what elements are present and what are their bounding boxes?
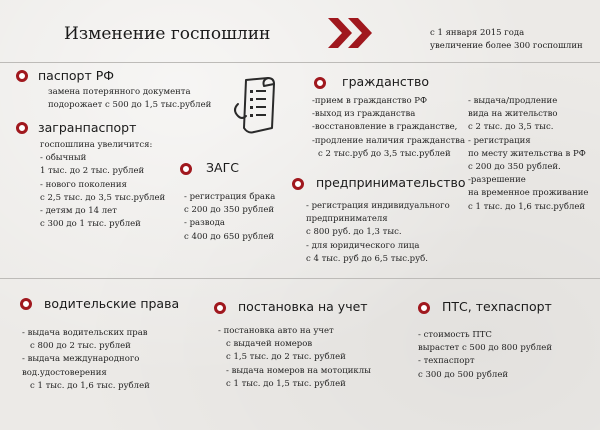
intro-text [430, 27, 583, 53]
text-line: - стоимость ПТС [418, 330, 492, 340]
text-line: с 1 тыс. до 1,5 тыс. рублей [226, 378, 346, 389]
text-line: на временное проживание [468, 188, 589, 199]
text-line: - выдача/продление [468, 96, 558, 106]
registration-details [218, 325, 371, 391]
text-line: подорожает с 500 до 1,5 тыс.рублей [48, 100, 212, 111]
text-line: - регистрация брака [184, 192, 276, 202]
text-line: - техпаспорт [418, 356, 475, 367]
text-line: с 1 тыс. до 1,6 тыс. рублей [30, 380, 150, 391]
text-line: с 800 до 2 тыс. рублей [30, 341, 131, 352]
header-divider [0, 62, 600, 63]
text-line: вида на жительство [468, 109, 558, 120]
text-line: -продление наличия гражданства [312, 135, 466, 146]
text-line: - регистрация индивидуального [306, 201, 450, 211]
text-line: - выдача водительских прав [22, 328, 148, 338]
text-line: -восстановление в гражданстве, [312, 122, 458, 133]
business-details [306, 200, 450, 266]
text-line: - развода [184, 218, 225, 229]
text-line: -разрешение [468, 175, 526, 186]
section-title-business: предпринимательство [316, 175, 466, 190]
intro-line: с 1 января 2015 года [430, 28, 525, 38]
text-line: вод.удостоверения [22, 367, 107, 378]
text-line: -выход из гражданства [312, 109, 416, 120]
text-line: - обычный [40, 153, 87, 164]
bullet-dot [20, 298, 32, 310]
text-line: - детям до 14 лет [40, 206, 117, 217]
section-title-passport: паспорт РФ [38, 68, 115, 83]
text-line: госпошлина увеличится: [40, 140, 153, 150]
section-title-pts: ПТС, техпаспорт [442, 299, 552, 314]
section-title-zags: ЗАГС [206, 160, 239, 175]
bullet-dot [214, 302, 226, 314]
bullet-dot [292, 178, 304, 190]
text-line: 1 тыс. до 2 тыс. рублей [40, 166, 145, 177]
text-line: с 400 до 650 рублей [184, 231, 275, 242]
bullet-dot [418, 302, 430, 314]
section-title-registration: постановка на учет [238, 299, 368, 314]
text-line: вырастет с 500 до 800 рублей [418, 343, 552, 354]
zagran-details [40, 139, 165, 231]
text-line: с выдачей номеров [226, 339, 313, 350]
passport-details [48, 86, 211, 112]
text-line: по месту жительства в РФ [468, 148, 586, 159]
text-line: с 2 тыс. до 3,5 тыс. [468, 122, 554, 133]
text-line: с 4 тыс. руб до 6,5 тыс.руб. [306, 253, 428, 264]
pts-details [418, 329, 552, 382]
bullet-dot [180, 163, 192, 175]
residence-details [468, 95, 588, 214]
text-line: с 1,5 тыс. до 2 тыс. рублей [226, 352, 346, 363]
text-line: - выдача номеров на мотоциклы [226, 365, 371, 376]
zags-details [184, 191, 275, 244]
text-line: - регистрация [468, 135, 531, 146]
document-checklist-icon [228, 74, 286, 142]
text-line: с 200 до 350 рублей [184, 205, 275, 216]
citizenship-details [312, 95, 465, 161]
page-title: Изменение госпошлин [64, 24, 271, 44]
text-line: с 200 до 350 рублей. [468, 162, 561, 173]
bullet-dot [314, 77, 326, 89]
text-line: - выдача международного [22, 354, 140, 365]
section-divider [0, 278, 600, 279]
bullet-dot [16, 70, 28, 82]
text-line: с 300 до 1 тыс. рублей [40, 219, 141, 230]
text-line: - для юридического лица [306, 240, 420, 251]
text-line: замена потерянного документа [48, 87, 191, 97]
text-line: - нового поколения [40, 179, 127, 190]
section-title-citizenship: гражданство [342, 74, 430, 89]
license-details [22, 327, 150, 393]
chevron-right-double-icon [328, 18, 376, 48]
section-title-license: водительские права [44, 296, 180, 311]
text-line: с 300 до 500 рублей [418, 369, 509, 380]
text-line: предпринимателя [306, 214, 388, 225]
section-title-zagran: загранпаспорт [38, 120, 137, 135]
text-line: - постановка авто на учет [218, 326, 334, 336]
text-line: с 1 тыс. до 1,6 тыс.рублей [468, 201, 586, 212]
text-line: с 2 тыс.руб до 3,5 тыс.рублей [318, 148, 451, 159]
text-line: -прием в гражданство РФ [312, 96, 428, 106]
intro-line: увеличение более 300 госпошлин [430, 41, 583, 51]
bullet-dot [16, 122, 28, 134]
text-line: с 2,5 тыс. до 3,5 тыс.рублей [40, 192, 166, 203]
text-line: с 800 руб. до 1,3 тыс. [306, 227, 402, 238]
